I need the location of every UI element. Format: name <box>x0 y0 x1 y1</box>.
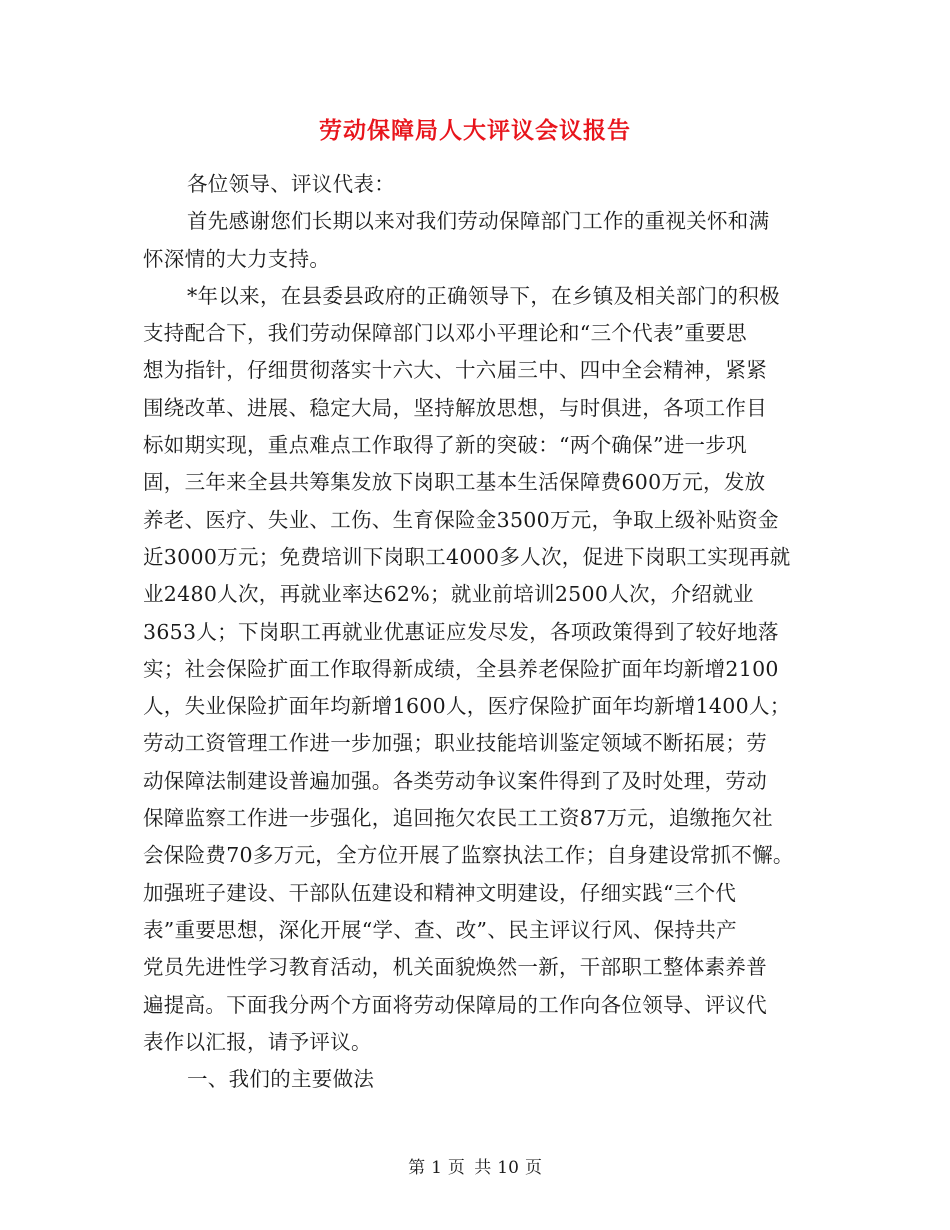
body-line: 支持配合下，我们劳动保障部门以邓小平理论和“三个代表”重要思 <box>143 321 747 346</box>
body-line: 近3000万元；免费培训下岗职工4000多人次，促进下岗职工实现再就 <box>143 544 791 569</box>
body-line: 围绕改革、进展、稳定大局，坚持解放思想，与时俱进，各项工作目 <box>143 395 767 420</box>
body-line: 遍提高。下面我分两个方面将劳动保障局的工作向各位领导、评议代 <box>143 992 767 1017</box>
body-line: 想为指针，仔细贯彻落实十六大、十六届三中、四中全会精神，紧紧 <box>143 358 767 383</box>
document-title: 劳动保障局人大评议会议报告 <box>319 118 631 144</box>
body-line: 标如期实现，重点难点工作取得了新的突破：“两个确保”进一步巩 <box>143 433 747 458</box>
body-line: 固，三年来全县共筹集发放下岗职工基本生活保障费600万元，发放 <box>143 470 766 495</box>
body-line: 首先感谢您们长期以来对我们劳动保障部门工作的重视关怀和满 <box>187 209 770 234</box>
body-line: 一、我们的主要做法 <box>187 1067 375 1092</box>
footer-prefix: 第 <box>408 1158 426 1178</box>
body-line: 会保险费70多万元，全方位开展了监察执法工作；自身建设常抓不懈。 <box>143 843 794 868</box>
body-line: 实；社会保险扩面工作取得新成绩，全县养老保险扩面年均新增2100 <box>143 656 779 681</box>
footer-page-number: 1 <box>431 1158 442 1178</box>
body-line: 表作以汇报，请予评议。 <box>143 1029 372 1054</box>
footer-suffix: 页 <box>524 1158 542 1178</box>
body-line: 各位领导、评议代表： <box>187 172 395 196</box>
body-line: 加强班子建设、干部队伍建设和精神文明建设，仔细实践“三个代 <box>143 880 737 905</box>
page-footer <box>0 1153 950 1178</box>
body-line: 保障监察工作进一步强化，追回拖欠农民工工资87万元，追缴拖欠社 <box>143 806 773 831</box>
body-line: 养老、医疗、失业、工伤、生育保险金3500万元，争取上级补贴资金 <box>143 507 779 532</box>
footer-total-pages: 10 <box>497 1158 519 1178</box>
document-body <box>143 166 803 1098</box>
footer-middle: 页 共 <box>447 1158 492 1178</box>
body-line: 党员先进性学习教育活动，机关面貌焕然一新，干部职工整体素养普 <box>143 955 767 980</box>
body-line: 人，失业保险扩面年均新增1600人，医疗保险扩面年均新增1400人； <box>143 694 791 719</box>
body-line: 怀深情的大力支持。 <box>143 246 331 271</box>
body-line: 动保障法制建设普遍加强。各类劳动争议案件得到了及时处理，劳动 <box>143 768 767 793</box>
body-line: 业2480人次，再就业率达62%；就业前培训2500人次，介绍就业 <box>143 582 754 607</box>
body-line: 劳动工资管理工作进一步加强；职业技能培训鉴定领域不断拓展；劳 <box>143 731 767 756</box>
body-line: *年以来，在县委县政府的正确领导下，在乡镇及相关部门的积极 <box>187 283 780 308</box>
body-line: 表”重要思想，深化开展“学、查、改”、民主评议行风、保持共产 <box>143 917 737 942</box>
body-line: 3653人；下岗职工再就业优惠证应发尽发，各项政策得到了较好地落 <box>143 619 779 644</box>
